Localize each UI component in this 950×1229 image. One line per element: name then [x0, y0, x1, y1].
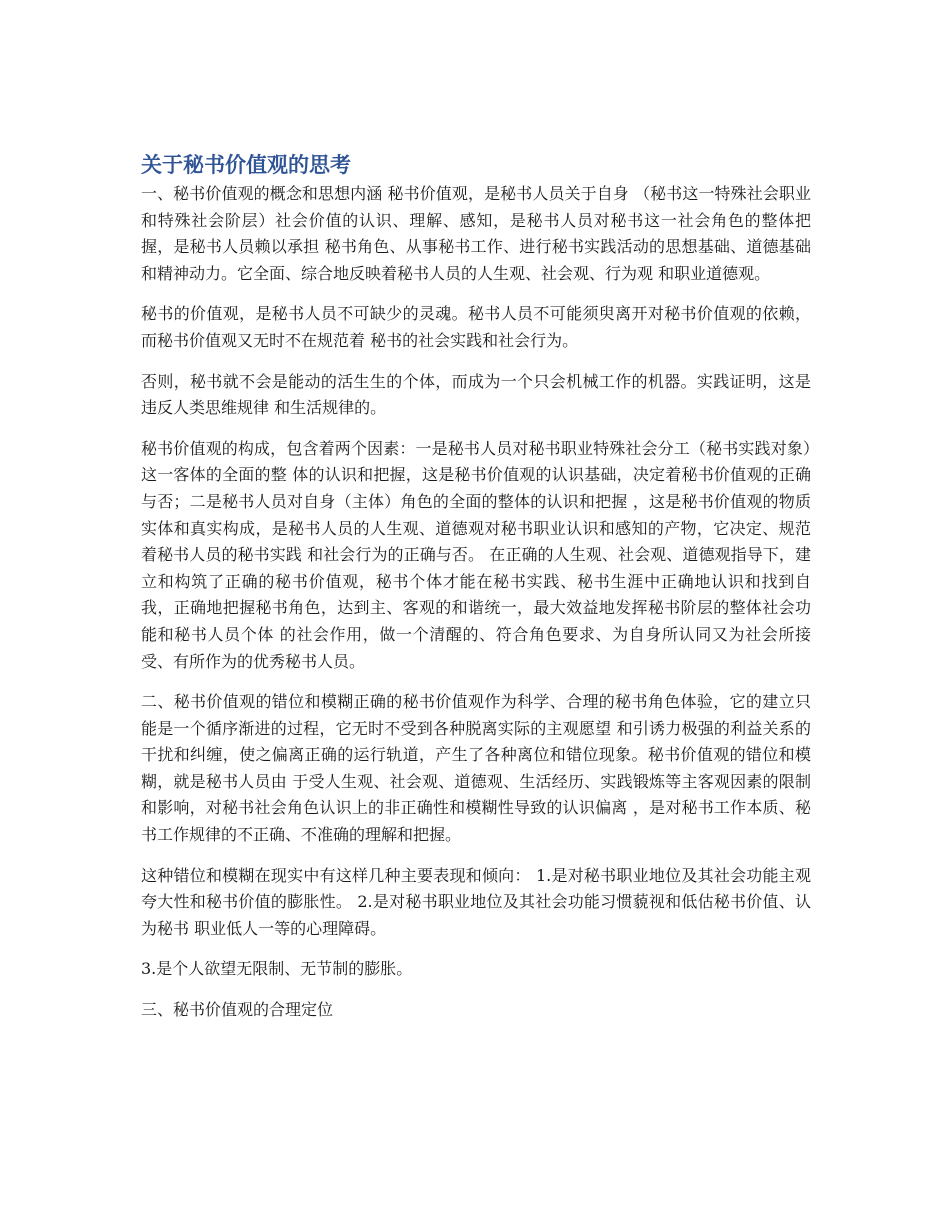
paragraph: 秘书价值观的构成，包含着两个因素：一是秘书人员对秘书职业特殊社会分工（秘书实践对象）这一客体的全面的整 体的认识和把握，这是秘书价值观的认识基础，决定着秘书价值观的正确与否；二是秘书人员对自身（主体）角色的全面的整体的认识和把握 ，这是秘书价值观的物质实体和真实构成，是秘书人员的人生观、道德观对秘书职业认识和感知的产物，它决定、规范着秘书人员的秘书实践 和社会行为的正确与否。 在正确的人生观、社会观、道德观指导下，建立和构筑了正确的秘书价值观，秘书个体才能在秘书实践、秘书生涯中正确地认识和找到自我，正确地把握秘书角色，达到主、客观的和谐统一，最大效益地发挥秘书阶层的整体社会功能和秘书人员个体 的社会作用，做一个清醒的、符合角色要求、为自身所认同又为社会所接受、有所作为的优秀秘书人员。	[141, 438, 811, 671]
paragraph: 否则，秘书就不会是能动的活生生的个体，而成为一个只会机械工作的机器。实践证明，这是违反人类思维规律 和生活规律的。	[141, 371, 811, 418]
paragraph: 这种错位和模糊在现实中有这样几种主要表现和倾向： 1.是对秘书职业地位及其社会功能主观夸大性和秘书价值的膨胀性。 2.是对秘书职业地位及其社会功能习惯藐视和低估秘书价值、认为秘书 职业低人一等的心理障碍。	[141, 865, 811, 938]
paragraph: 一、秘书价值观的概念和思想内涵 秘书价值观，是秘书人员关于自身 （秘书这一特殊社会职业和特殊社会阶层）社会价值的认识、理解、感知，是秘书人员对秘书这一社会角色的整体把握，是秘书人员赖以承担 秘书角色、从事秘书工作、进行秘书实践活动的思想基础、道德基础和精神动力。它全面、综合地反映着秘书人员的人生观、社会观、行为观 和职业道德观。	[141, 184, 811, 283]
paragraph: 3.是个人欲望无限制、无节制的膨胀。	[141, 959, 413, 979]
document-body	[141, 150, 811, 1038]
paragraph: 秘书的价值观，是秘书人员不可缺少的灵魂。秘书人员不可能须臾离开对秘书价值观的依赖，而秘书价值观又无时不在规范着 秘书的社会实践和社会行为。	[141, 304, 811, 350]
document-title: 关于秘书价值观的思考	[141, 153, 351, 177]
section-heading: 三、秘书价值观的合理定位	[141, 1000, 334, 1020]
paragraph: 二、秘书价值观的错位和模糊正确的秘书价值观作为科学、合理的秘书角色体验，它的建立只能是一个循序渐进的过程，它无时不受到各种脱离实际的主观愿望 和引诱力极强的利益关系的干扰和纠缠，使之偏离正确的运行轨道，产生了各种离位和错位现象。秘书价值观的错位和模糊，就是秘书人员由 于受人生观、社会观、道德观、生活经历、实践锻炼等主客观因素的限制和影响，对秘书社会角色认识上的非正确性和模糊性导致的认识偏离 ，是对秘书工作本质、秘书工作规律的不正确、不准确的理解和把握。	[141, 692, 811, 845]
